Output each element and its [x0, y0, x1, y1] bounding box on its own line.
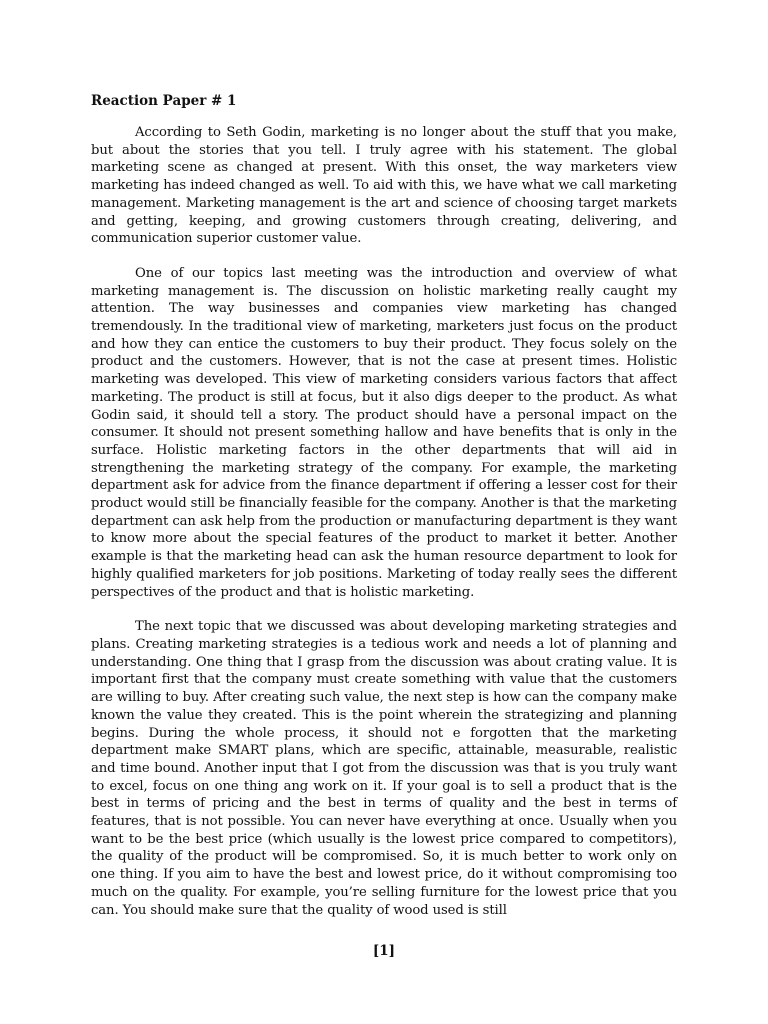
- document-page: [91, 92, 677, 936]
- paragraph-1: According to Seth Godin, marketing is no longer about the stuff that you make, but about the stories that you tell. I truly agree with his statement. The global marketing scene as changed at present. With this onset, the way marketers view marketing has indeed changed as well. To aid with this, we have what we call marketing management. Marketing management is the art and science of choosing target markets and getting, keeping, and growing customers through creating, delivering, and communication superior customer value.: [91, 125, 677, 247]
- page-number: [1]: [372, 943, 396, 959]
- paragraph-2: One of our topics last meeting was the introduction and overview of what marketing management is. The discussion on holistic marketing really caught my attention. The way businesses and companies view marketing has changed tremendously. In the traditional view of marketing, marketers just focus on the product and how they can entice the customers to buy their product. They focus solely on the product and the customers. However, that is not the case at present times. Holistic marketing was developed. This view of marketing considers various factors that affect marketing. The product is still at focus, but it also digs deeper to the product. As what Godin said, it should tell a story. The product should have a personal impact on the consumer. It should not present something hallow and have benefits that is only in the surface. Holistic marketing factors in the other departments that will aid in strengthening the marketing strategy of the company. For example, the marketing department ask for advice from the finance department if offering a lesser cost for their product would still be financially feasible for the company. Another is that the marketing department can ask help from the production or manufacturing department is they want to know more about the special features of the product to market it better. Another example is that the marketing head can ask the human resource department to look for highly qualified marketers for job positions. Marketing of today really sees the different perspectives of the product and that is holistic marketing.: [91, 265, 677, 600]
- paragraph-3: The next topic that we discussed was about developing marketing strategies and plans. Creating marketing strategies is a tedious work and needs a lot of planning and understanding. One thing that I grasp from the discussion was about crating value. It is important first that the company must create something with value that the customers are willing to buy. After creating such value, the next step is how can the company make known the value they created. This is the point wherein the strategizing and planning begins. During the whole process, it should not e forgotten that the marketing department make SMART plans, which are specific, attainable, measurable, realistic and time bound. Another input that I got from the discussion was that is you truly want to excel, focus on one thing ang work on it. If your goal is to sell a product that is the best in terms of pricing and the best in terms of quality and the best in terms of features, that is not possible. You can never have everything at once. Usually when you want to be the best price (which usually is the lowest price compared to competitors), the quality of the product will be compromised. So, it is much better to work only on one thing. If you aim to have the best and lowest price, do it without compromising too much on the quality. For example, you’re selling furniture for the lowest price that you can. You should make sure that the quality of wood used is still: [91, 619, 677, 918]
- document-title: Reaction Paper # 1: [91, 93, 237, 109]
